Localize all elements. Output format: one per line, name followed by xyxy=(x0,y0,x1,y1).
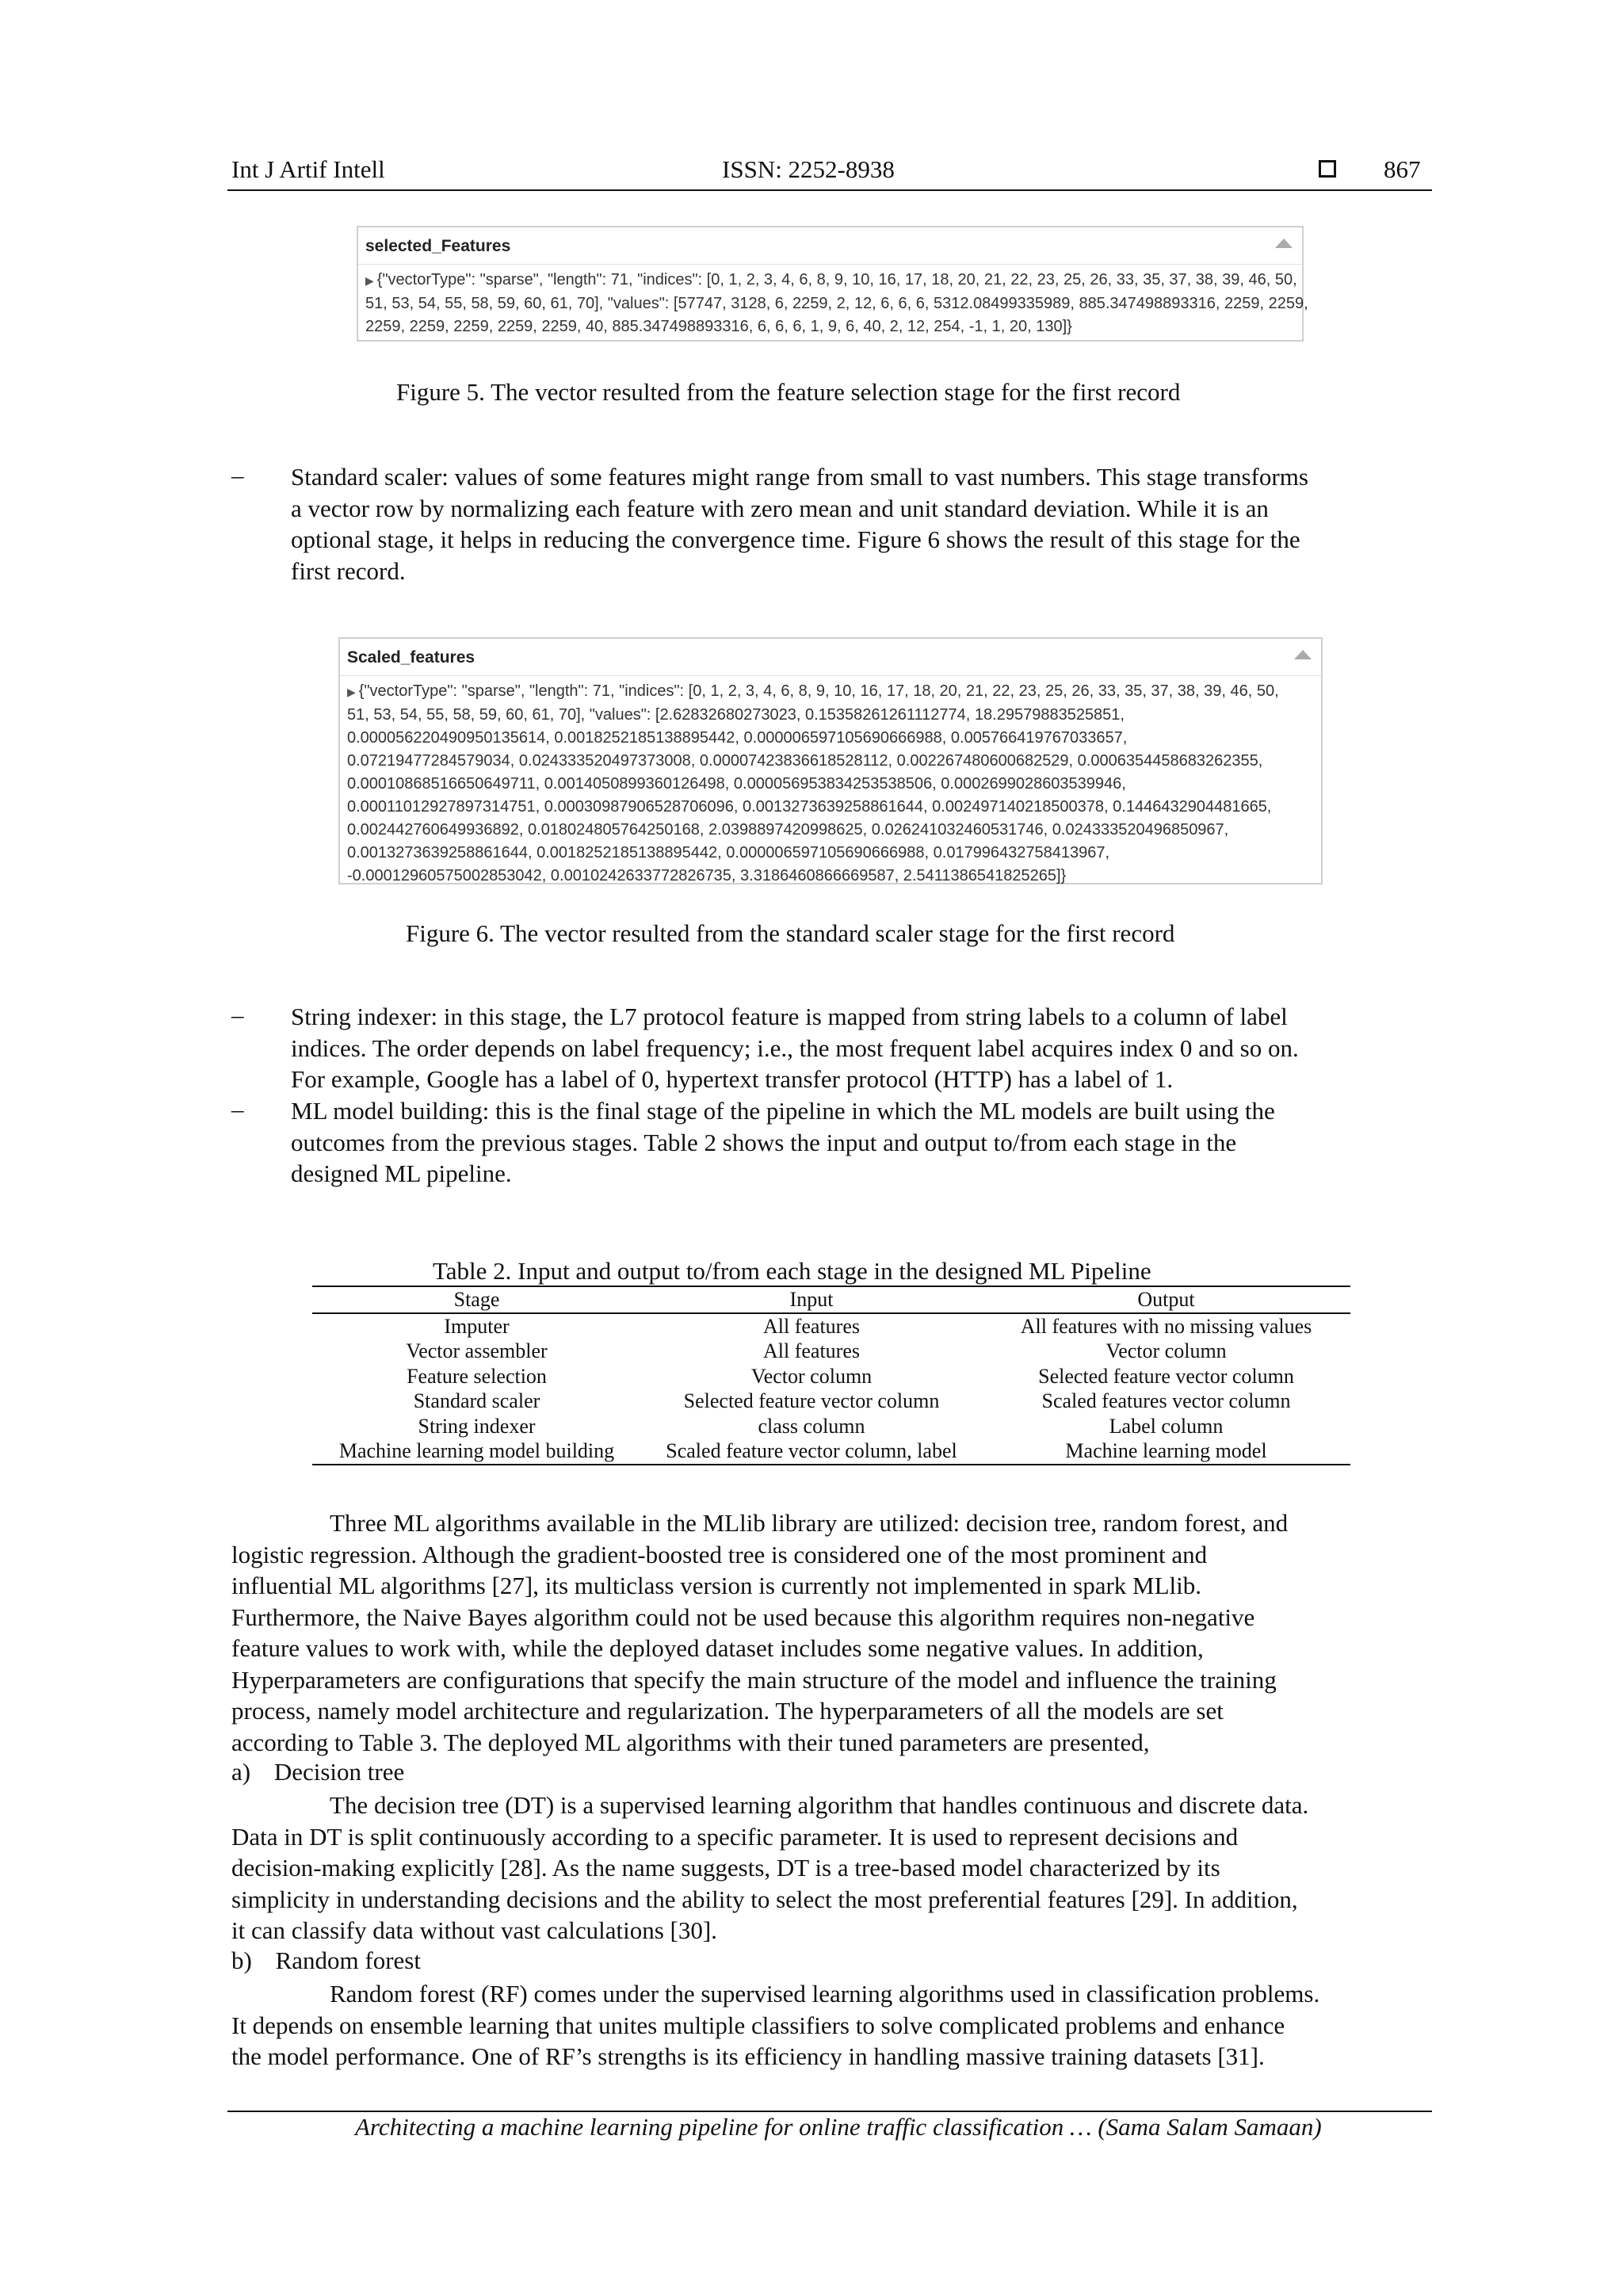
figure5-caption: Figure 5. The vector resulted from the feature selection stage for the first record xyxy=(396,378,1181,406)
section-title: Decision tree xyxy=(273,1758,405,1786)
bullet-standard-scaler xyxy=(291,461,1432,586)
text-line: ML model building: this is the final stage of the pipeline in which the ML models are built using the xyxy=(291,1097,1275,1125)
figure5-panel-title: selected_Features xyxy=(365,237,511,255)
table-cell: Vector assembler xyxy=(406,1339,548,1362)
section-title: Random forest xyxy=(275,1946,421,1974)
figure6-line: {"vectorType": "sparse", "length": 71, "indices": [0, 1, 2, 3, 4, 6, 8, 9, 10, 16, 17, 18, 20, 21, 22, 23, 25, 26, 33, 35, 37, 38, 39, 46, 50, xyxy=(358,682,1279,700)
text-line: It depends on ensemble learning that unites multiple classifiers to solve complicated problems and enhance xyxy=(231,2011,1285,2039)
panel-divider xyxy=(358,264,1302,265)
table-row xyxy=(312,1414,1350,1439)
figure6-line: 0.002442760649936892, 0.018024805764250168, 2.0398897420998625, 0.026241032460531746, 0.024333520496850967, xyxy=(347,821,1229,839)
running-header-issn: ISSN: 2252-8938 xyxy=(722,155,895,183)
figure6-line: -0.00012960575002853042, 0.0010242633772826735, 3.3186460866669587, 2.5411386541825265]} xyxy=(347,867,1067,884)
text-line: indices. The order depends on label frequency; i.e., the most frequent label acquires index 0 and so on. xyxy=(291,1033,1299,1062)
text-line: Hyperparameters are configurations that specify the main structure of the model and influence the training xyxy=(231,1665,1277,1694)
running-footer: Architecting a machine learning pipeline for online traffic classification … (Sama Salam Samaan) xyxy=(355,2113,1322,2141)
table-cell: Scaled features vector column xyxy=(1041,1389,1291,1412)
text-line: logistic regression. Although the gradient-boosted tree is considered one of the most prominent and xyxy=(231,1540,1208,1568)
table-cell: Machine learning model xyxy=(982,1438,1350,1465)
figure6-output-panel xyxy=(338,637,1323,884)
figure6-line: 0.0013273639258861644, 0.0018252185138895442, 0.000006597105690666988, 0.017996432758413967, xyxy=(347,844,1110,861)
table-cell: Selected feature vector column xyxy=(1038,1364,1294,1388)
text-line: String indexer: in this stage, the L7 protocol feature is mapped from string labels to a column of label xyxy=(291,1003,1288,1030)
collapse-triangle-icon[interactable] xyxy=(1294,650,1312,659)
running-header-journal: Int J Artif Intell xyxy=(231,155,385,183)
figure6-panel-title: Scaled_features xyxy=(347,648,475,667)
text-line: according to Table 3. The deployed ML algorithms with their tuned parameters are presented, xyxy=(231,1728,1150,1756)
bullet-dash: – xyxy=(231,1001,244,1029)
figure6-caption: Figure 6. The vector resulted from the standard scaler stage for the first record xyxy=(406,919,1175,947)
text-line: The decision tree (DT) is a supervised learning algorithm that handles continuous and discrete data. xyxy=(330,1791,1309,1819)
paragraph-algorithms xyxy=(231,1507,1432,1758)
text-line: a vector row by normalizing each feature with zero mean and unit standard deviation. While it is an xyxy=(291,494,1269,522)
page-number: 867 xyxy=(1384,155,1421,183)
table-cell: All features xyxy=(762,1314,860,1338)
figure6-line: 51, 53, 54, 55, 58, 59, 60, 61, 70], "values": [2.62832680273023, 0.15358261261112774, 18.29579883525851, xyxy=(347,706,1125,724)
figure5-line: 51, 53, 54, 55, 58, 59, 60, 61, 70], "values": [57747, 3128, 6, 2259, 2, 12, 6, 6, 6, 5312.08499335989, 885.347498893316, 2259, 2259, xyxy=(365,295,1308,312)
table-cell: Label column xyxy=(1109,1414,1224,1438)
bullet-ml-model-building xyxy=(291,1095,1432,1190)
panel-divider xyxy=(340,675,1321,676)
text-line: For example, Google has a label of 0, hypertext transfer protocol (HTTP) has a label of 1. xyxy=(291,1065,1174,1093)
table2-caption: Table 2. Input and output to/from each stage in the designed ML Pipeline xyxy=(433,1257,1151,1285)
table-cell: Machine learning model building xyxy=(312,1438,641,1465)
table-row xyxy=(312,1313,1350,1339)
text-line: process, namely model architecture and regularization. The hyperparameters of all the models are set xyxy=(231,1697,1224,1725)
footer-rule xyxy=(227,2111,1432,2112)
figure6-line: 0.00011012927897314751, 0.00030987906528706096, 0.0013273639258861644, 0.002497140218500378, 0.1446432904481665, xyxy=(347,798,1272,816)
section-label: a) xyxy=(231,1758,251,1786)
table-cell: String indexer xyxy=(418,1414,536,1438)
figure5-line: 2259, 2259, 2259, 2259, 2259, 40, 885.347498893316, 6, 6, 6, 1, 9, 6, 40, 2, 12, 254, -1, 1, 20, 130]} xyxy=(365,318,1072,335)
text-line: simplicity in understanding decisions and the ability to select the most preferential features [29]. In addition, xyxy=(231,1885,1298,1913)
table-cell: Standard scaler xyxy=(413,1389,540,1412)
text-line: first record. xyxy=(291,556,406,585)
expand-triangle-icon[interactable]: ▶ xyxy=(347,686,356,698)
text-line: Standard scaler: values of some features might range from small to vast numbers. This stage transforms xyxy=(291,463,1308,491)
table-cell: Imputer xyxy=(444,1314,510,1338)
table-header-cell: Output xyxy=(982,1286,1350,1313)
table-cell: All features with no missing values xyxy=(1020,1314,1312,1338)
bullet-string-indexer xyxy=(291,1001,1432,1095)
text-line: optional stage, it helps in reducing the convergence time. Figure 6 shows the result of this stage for the xyxy=(291,525,1300,553)
expand-triangle-icon[interactable]: ▶ xyxy=(365,274,374,287)
figure6-line: 0.07219477284579034, 0.024333520497373008, 0.00007423836618528112, 0.002267480600682529, 0.0006354458683262355, xyxy=(347,752,1263,770)
text-line: influential ML algorithms [27], its multiclass version is currently not implemented in spark MLlib. xyxy=(231,1572,1202,1599)
text-line: Random forest (RF) comes under the supervised learning algorithms used in classification problems. xyxy=(330,1980,1320,2008)
table-cell: Selected feature vector column xyxy=(683,1389,940,1412)
figure5-line: {"vectorType": "sparse", "length": 71, "indices": [0, 1, 2, 3, 4, 6, 8, 9, 10, 16, 17, 18, 20, 21, 22, 23, 25, 26, 33, 35, 37, 38, 39, 46, 50, xyxy=(376,271,1297,288)
table2 xyxy=(312,1286,1350,1465)
text-line: outcomes from the previous stages. Table 2 shows the input and output to/from each stage in the xyxy=(291,1128,1237,1156)
table-row xyxy=(312,1339,1350,1364)
bullet-dash: – xyxy=(231,461,244,489)
figure6-panel-content xyxy=(347,680,1279,888)
text-line: decision-making explicitly [28]. As the name suggests, DT is a tree-based model characterized by its xyxy=(231,1854,1220,1881)
table-cell: class column xyxy=(758,1414,865,1438)
text-line: designed ML pipeline. xyxy=(291,1159,512,1187)
table-cell: Scaled feature vector column, label xyxy=(641,1438,982,1465)
figure6-line: 0.00010868516650649711, 0.0014050899360126498, 0.000056953834253538506, 0.0002699028603539946, xyxy=(347,775,1126,793)
section-a-heading xyxy=(231,1758,404,1786)
bullet-dash: – xyxy=(231,1095,244,1123)
section-label: b) xyxy=(231,1946,252,1974)
table-cell: All features xyxy=(762,1339,860,1362)
checkbox-square-icon xyxy=(1319,160,1336,178)
table-header-row xyxy=(312,1286,1350,1313)
table-header-cell: Input xyxy=(641,1286,982,1313)
table-row xyxy=(312,1364,1350,1389)
figure5-output-panel xyxy=(357,226,1308,342)
header-rule xyxy=(227,189,1432,191)
table-cell: Vector column xyxy=(750,1364,873,1388)
table-cell: Feature selection xyxy=(407,1364,547,1388)
figure6-line: 0.000056220490950135614, 0.0018252185138895442, 0.000006597105690666988, 0.005766419767033657, xyxy=(347,729,1128,747)
figure5-panel-content xyxy=(365,269,1308,338)
text-line: Three ML algorithms available in the MLlib library are utilized: decision tree, random forest, and xyxy=(330,1509,1289,1537)
text-line: the model performance. One of RF’s strengths is its efficiency in handling massive training datasets [31]. xyxy=(231,2042,1265,2070)
text-line: Furthermore, the Naive Bayes algorithm could not be used because this algorithm requires non-negative xyxy=(231,1603,1255,1631)
paragraph-decision-tree xyxy=(231,1790,1432,1946)
paragraph-random-forest xyxy=(231,1978,1432,2073)
table-header-cell: Stage xyxy=(312,1286,641,1313)
section-b-heading xyxy=(231,1946,421,1975)
table-row xyxy=(312,1389,1350,1414)
table-row xyxy=(312,1438,1350,1465)
text-line: Data in DT is split continuously according to a specific parameter. It is used to represent decisions and xyxy=(231,1822,1239,1851)
collapse-triangle-icon[interactable] xyxy=(1275,239,1293,248)
text-line: feature values to work with, while the deployed dataset includes some negative values. In addition, xyxy=(231,1634,1204,1662)
table-cell: Vector column xyxy=(1106,1339,1227,1362)
text-line: it can classify data without vast calculations [30]. xyxy=(231,1916,717,1944)
